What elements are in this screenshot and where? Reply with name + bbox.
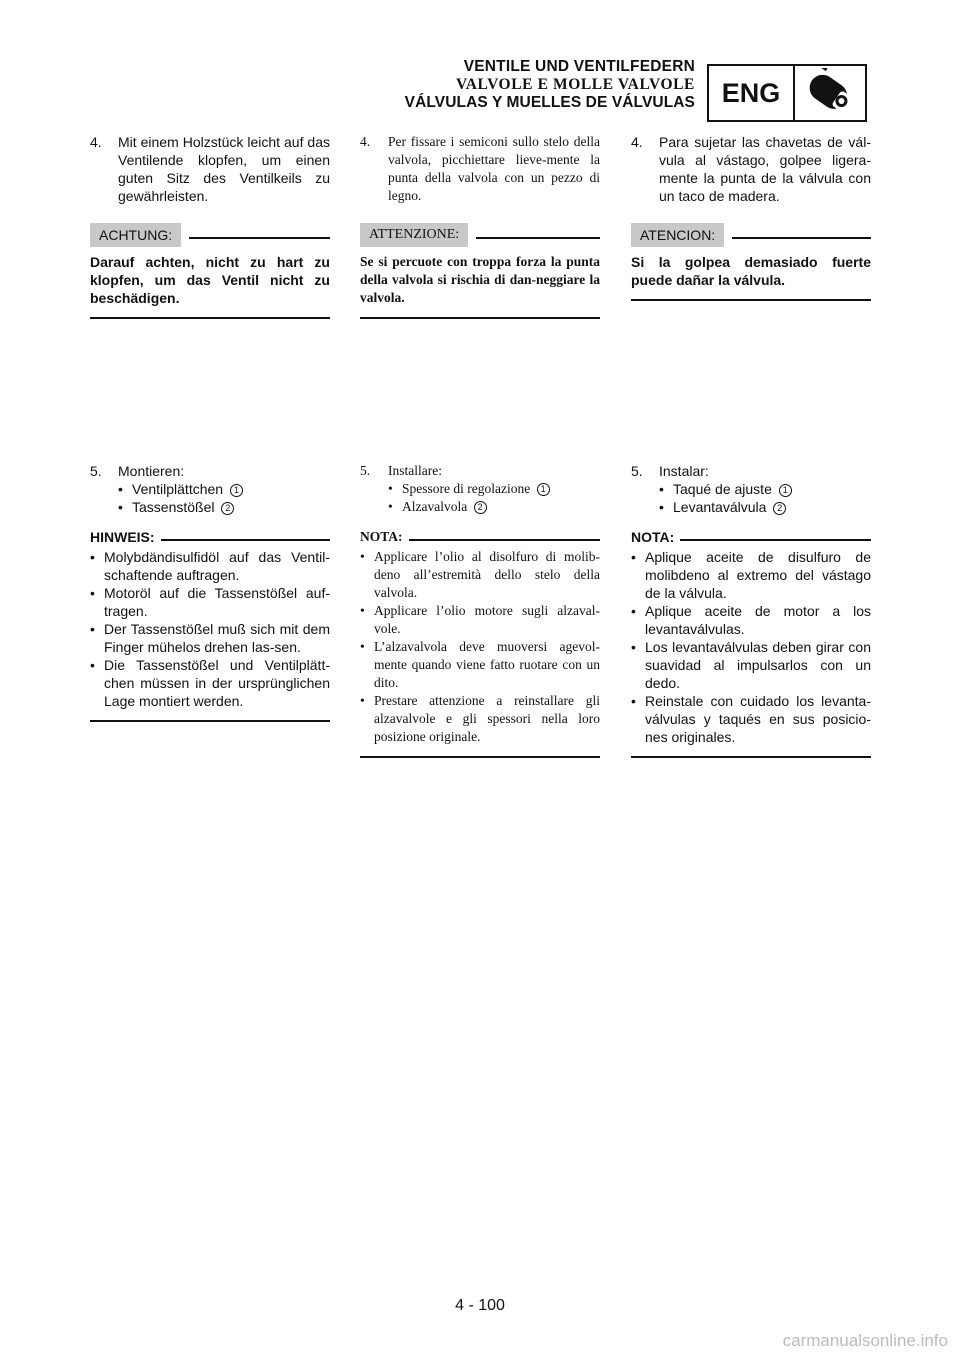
list-item: • Taqué de ajuste 1	[659, 480, 871, 498]
list-item: • Alzavalvola 2	[388, 498, 600, 516]
divider	[631, 756, 871, 758]
step-5: 5. Instalar:	[631, 463, 709, 479]
column-de-top	[90, 133, 330, 319]
list-item: • Spessore di regolazione 1	[388, 480, 600, 498]
list-item: • Die Tassenstößel und Ventilplätt-chen müssen in der ursprünglichen Lage montiert werden.	[90, 656, 330, 710]
chapter-badge	[707, 64, 867, 122]
engine-valve-icon	[795, 66, 865, 120]
divider	[360, 317, 600, 319]
warning-header	[631, 223, 871, 247]
parts-list	[90, 480, 330, 516]
warning-header	[360, 223, 600, 247]
section-header	[405, 58, 695, 112]
list-item: • Der Tassenstößel muß sich mit dem Finger mühelos drehen las-sen.	[90, 620, 330, 656]
step-4: 4. Mit einem Holzstück leicht auf das Ventilende klopfen, um einen guten Sitz des Ventilkeils zu gewährleisten.	[90, 134, 330, 204]
list-item: • Motoröl auf die Tassenstößel auf-tragen.	[90, 584, 330, 620]
warning-text: Se si percuote con troppa forza la punta della valvola si rischia di dan-neggiare la valvola.	[360, 254, 600, 305]
divider	[360, 756, 600, 758]
column-es-bottom	[631, 462, 871, 758]
page-number: 4 - 100	[455, 1297, 505, 1314]
divider	[90, 720, 330, 722]
warning-label: ATTENZIONE:	[360, 223, 468, 247]
list-item: • Prestare attenzione a reinstallare gli alzavalvole e gli spessori nella loro posizione originale.	[360, 692, 600, 746]
parts-list	[360, 480, 600, 516]
warning-label: ACHTUNG:	[90, 223, 181, 247]
warning-text: Si la golpea demasiado fuerte puede dañar la válvula.	[631, 254, 871, 288]
note-header: NOTA:	[631, 528, 871, 546]
watermark: carmanualsonline.info	[782, 1331, 948, 1350]
column-es-top	[631, 133, 871, 301]
column-de-bottom	[90, 462, 330, 722]
list-item: • L’alzavalvola deve muoversi agevol-mente quando viene fatto ruotare con un dito.	[360, 638, 600, 692]
divider	[90, 317, 330, 319]
notes-list	[360, 548, 600, 746]
warning-text: Darauf achten, nicht zu hart zu klopfen, um das Ventil nicht zu beschädigen.	[90, 254, 330, 306]
list-item: • Aplique aceite de motor a los levantaválvulas.	[631, 602, 871, 638]
list-item: • Tassenstößel 2	[118, 498, 330, 516]
step-5: 5. Montieren:	[90, 463, 185, 479]
section-title-it: VALVOLE E MOLLE VALVOLE	[455, 76, 695, 93]
list-item: • Los levantaválvulas deben girar con suavidad al impulsarlos con un dedo.	[631, 638, 871, 692]
list-item: • Molybdändisulfidöl auf das Ventil-schaftende auftragen.	[90, 548, 330, 584]
divider	[631, 299, 871, 301]
list-item: • Applicare l’olio motore sugli alzaval-vole.	[360, 602, 600, 638]
column-it-bottom	[360, 462, 600, 758]
column-it-top	[360, 133, 600, 319]
note-header: HINWEIS:	[90, 528, 330, 546]
section-title-de: VENTILE UND VENTILFEDERN	[463, 58, 695, 75]
warning-label: ATENCION:	[631, 223, 724, 247]
list-item: • Ventilplättchen 1	[118, 480, 330, 498]
chapter-badge-label: ENG	[709, 66, 795, 120]
notes-list	[631, 548, 871, 746]
parts-list	[631, 480, 871, 516]
section-title-es: VÁLVULAS Y MUELLES DE VÁLVULAS	[404, 94, 695, 111]
notes-list	[90, 548, 330, 710]
warning-header	[90, 223, 330, 247]
list-item: • Aplique aceite de disulfuro de molibdeno al extremo del vástago de la válvula.	[631, 548, 871, 602]
step-5: 5. Installare:	[360, 463, 442, 478]
list-item: • Levantaválvula 2	[659, 498, 871, 516]
step-4: 4. Para sujetar las chavetas de vál-vula al vástago, golpee ligera-mente la punta de la válvula con un taco de madera.	[631, 134, 871, 204]
step-4: 4. Per fissare i semiconi sullo stelo della valvola, picchiettare lieve-mente la punta della valvola con un pezzo di legno.	[360, 134, 600, 203]
note-header: NOTA:	[360, 528, 600, 546]
list-item: • Applicare l’olio al disolfuro di molib-deno all’estremità dello stelo della valvola.	[360, 548, 600, 602]
list-item: • Reinstale con cuidado los levanta-válvulas y taqués en sus posicio-nes originales.	[631, 692, 871, 746]
